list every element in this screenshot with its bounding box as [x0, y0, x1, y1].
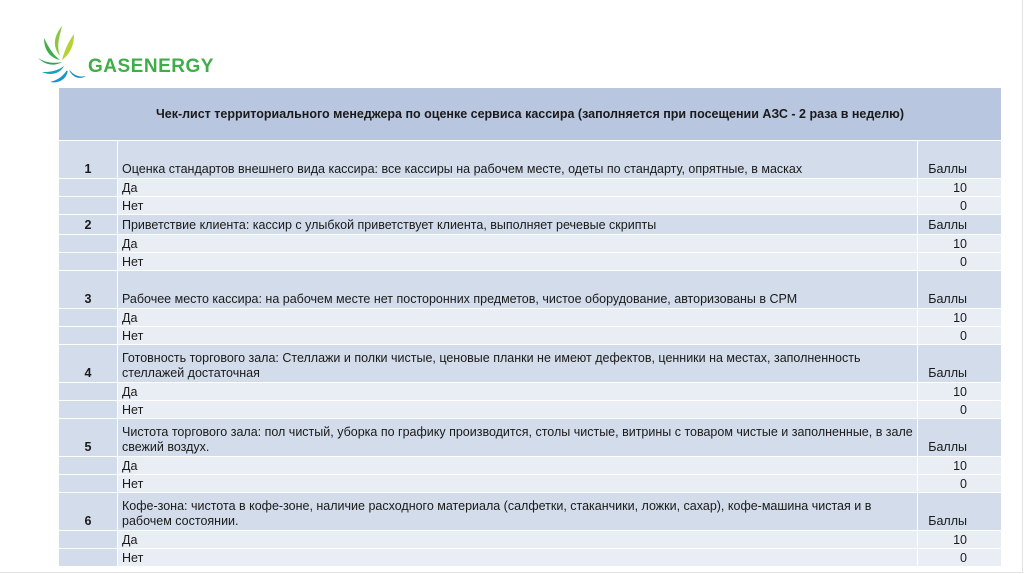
- question-number: 3: [59, 271, 118, 309]
- answer-score: 10: [918, 179, 1002, 197]
- checklist-table: [58, 87, 1001, 567]
- answer-row: [59, 401, 1002, 419]
- answer-number-cell: [59, 235, 118, 253]
- answer-row: [59, 327, 1002, 345]
- score-label: Баллы: [918, 419, 1002, 457]
- answer-score: 0: [918, 253, 1002, 271]
- answer-score: 0: [918, 197, 1002, 215]
- answer-label[interactable]: Да: [118, 531, 918, 549]
- score-label: Баллы: [918, 141, 1002, 179]
- answer-score: 10: [918, 235, 1002, 253]
- answer-number-cell: [59, 549, 118, 567]
- answer-label[interactable]: Нет: [118, 549, 918, 567]
- score-label: Баллы: [918, 345, 1002, 383]
- answer-number-cell: [59, 179, 118, 197]
- answer-score: 0: [918, 549, 1002, 567]
- question-number: 1: [59, 141, 118, 179]
- answer-row: [59, 457, 1002, 475]
- answer-label[interactable]: Нет: [118, 475, 918, 493]
- answer-row: [59, 383, 1002, 401]
- question-number: 2: [59, 215, 118, 235]
- question-number: 5: [59, 419, 118, 457]
- question-number: 4: [59, 345, 118, 383]
- score-label: Баллы: [918, 215, 1002, 235]
- table-header: [59, 88, 1002, 141]
- answer-score: 10: [918, 531, 1002, 549]
- answer-row: [59, 253, 1002, 271]
- answer-score: 10: [918, 309, 1002, 327]
- answer-score: 0: [918, 327, 1002, 345]
- question-row: [59, 493, 1002, 531]
- answer-number-cell: [59, 197, 118, 215]
- answer-row: [59, 235, 1002, 253]
- answer-score: 0: [918, 401, 1002, 419]
- answer-number-cell: [59, 327, 118, 345]
- answer-number-cell: [59, 531, 118, 549]
- answer-number-cell: [59, 383, 118, 401]
- answer-label[interactable]: Да: [118, 309, 918, 327]
- brand-name: GASENERGY: [88, 56, 214, 77]
- checklist-title: Чек-лист территориального менеджера по оценке сервиса кассира (заполняется при посещении АЗС - 2 раза в неделю): [59, 88, 1002, 141]
- score-label: Баллы: [918, 271, 1002, 309]
- answer-score: 0: [918, 475, 1002, 493]
- question-text: Рабочее место кассира: на рабочем месте нет посторонних предметов, чистое оборудование, авторизованы в СРМ: [118, 271, 918, 309]
- leaf-flame-icon: [32, 22, 92, 86]
- answer-row: [59, 475, 1002, 493]
- answer-label[interactable]: Да: [118, 235, 918, 253]
- question-text: Приветствие клиента: кассир с улыбкой приветствует клиента, выполняет речевые скрипты: [118, 215, 918, 235]
- answer-number-cell: [59, 309, 118, 327]
- answer-row: [59, 549, 1002, 567]
- answer-label[interactable]: Нет: [118, 253, 918, 271]
- answer-number-cell: [59, 401, 118, 419]
- question-row: [59, 271, 1002, 309]
- question-row: [59, 141, 1002, 179]
- answer-row: [59, 179, 1002, 197]
- answer-label[interactable]: Да: [118, 179, 918, 197]
- answer-label[interactable]: Нет: [118, 197, 918, 215]
- question-text: Чистота торгового зала: пол чистый, уборка по графику производится, столы чистые, витрины с товаром чистые и заполненные, в зале свежий воздух.: [118, 419, 918, 457]
- question-text: Кофе-зона: чистота в кофе-зоне, наличие расходного материала (салфетки, стаканчики, ложки, сахар), кофе-машина чистая и в рабочем состоянии.: [118, 493, 918, 531]
- answer-row: [59, 309, 1002, 327]
- answer-score: 10: [918, 457, 1002, 475]
- answer-score: 10: [918, 383, 1002, 401]
- question-number: 6: [59, 493, 118, 531]
- answer-label[interactable]: Нет: [118, 327, 918, 345]
- answer-label[interactable]: Нет: [118, 401, 918, 419]
- answer-label[interactable]: Да: [118, 383, 918, 401]
- question-row: [59, 419, 1002, 457]
- answer-number-cell: [59, 457, 118, 475]
- answer-row: [59, 531, 1002, 549]
- question-row: [59, 215, 1002, 235]
- answer-number-cell: [59, 253, 118, 271]
- question-row: [59, 345, 1002, 383]
- answer-label[interactable]: Да: [118, 457, 918, 475]
- score-label: Баллы: [918, 493, 1002, 531]
- question-text: Оценка стандартов внешнего вида кассира: все кассиры на рабочем месте, одеты по стандарту, опрятные, в масках: [118, 141, 918, 179]
- answer-row: [59, 197, 1002, 215]
- question-text: Готовность торгового зала: Стеллажи и полки чистые, ценовые планки не имеют дефектов, ценники на местах, заполненность стеллажей достаточная: [118, 345, 918, 383]
- answer-number-cell: [59, 475, 118, 493]
